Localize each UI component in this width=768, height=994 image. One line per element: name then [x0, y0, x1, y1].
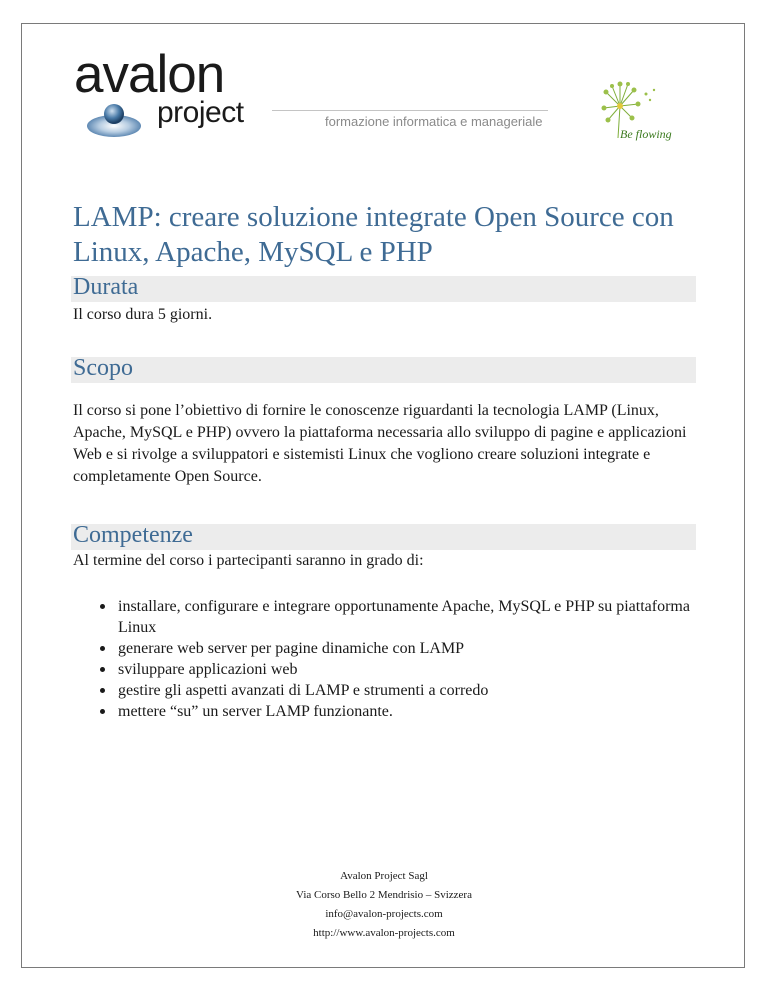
section-heading-competenze: [71, 524, 696, 550]
competenze-intro: Al termine del corso i partecipanti saranno in grado di:: [73, 552, 424, 569]
avalon-orb-icon: [86, 96, 146, 140]
list-item: generare web server per pagine dinamiche con LAMP: [97, 638, 697, 659]
footer-email[interactable]: info@avalon-projects.com: [325, 908, 443, 920]
section-heading-label: Scopo: [73, 355, 133, 381]
section-heading-label: Competenze: [73, 522, 193, 548]
list-item: installare, configurare e integrare opportunamente Apache, MySQL e PHP su piattaforma Linux: [97, 596, 697, 638]
footer-website[interactable]: http://www.avalon-projects.com: [313, 927, 455, 939]
avalon-logo-wordmark: avalon: [74, 45, 225, 104]
header-tagline: formazione informatica e manageriale: [325, 114, 543, 129]
competenze-list: [97, 596, 697, 722]
list-item: gestire gli aspetti avanzati di LAMP e strumenti a corredo: [97, 680, 697, 701]
section-heading-label: Durata: [73, 274, 139, 300]
page-border: [21, 23, 745, 968]
footer-address: Via Corso Bello 2 Mendrisio – Svizzera: [296, 889, 472, 901]
document-title: LAMP: creare soluzione integrate Open Source con Linux, Apache, MySQL e PHP: [73, 201, 674, 268]
scopo-text: Il corso si pone l’obiettivo di fornire le conoscenze riguardanti la tecnologia LAMP (Linux, Apache, MySQL e PHP) ovvero la piattaforma necessaria allo sviluppo di pagine e applicazioni Web e si rivolge a sviluppatori e sistemisti Linux che vogliono creare soluzioni integrate e completamente Open Source.: [73, 402, 687, 485]
durata-text: Il corso dura 5 giorni.: [73, 306, 213, 323]
list-item: mettere “su” un server LAMP funzionante.: [97, 701, 697, 722]
section-heading-scopo: [71, 357, 696, 383]
avalon-logo-project: project: [157, 96, 244, 129]
list-item: sviluppare applicazioni web: [97, 659, 697, 680]
footer-company: Avalon Project Sagl: [340, 870, 428, 882]
footer: [0, 867, 768, 943]
partner-logo-text: Be flowing: [620, 127, 672, 141]
header-divider: [272, 110, 548, 111]
section-heading-durata: [71, 276, 696, 302]
